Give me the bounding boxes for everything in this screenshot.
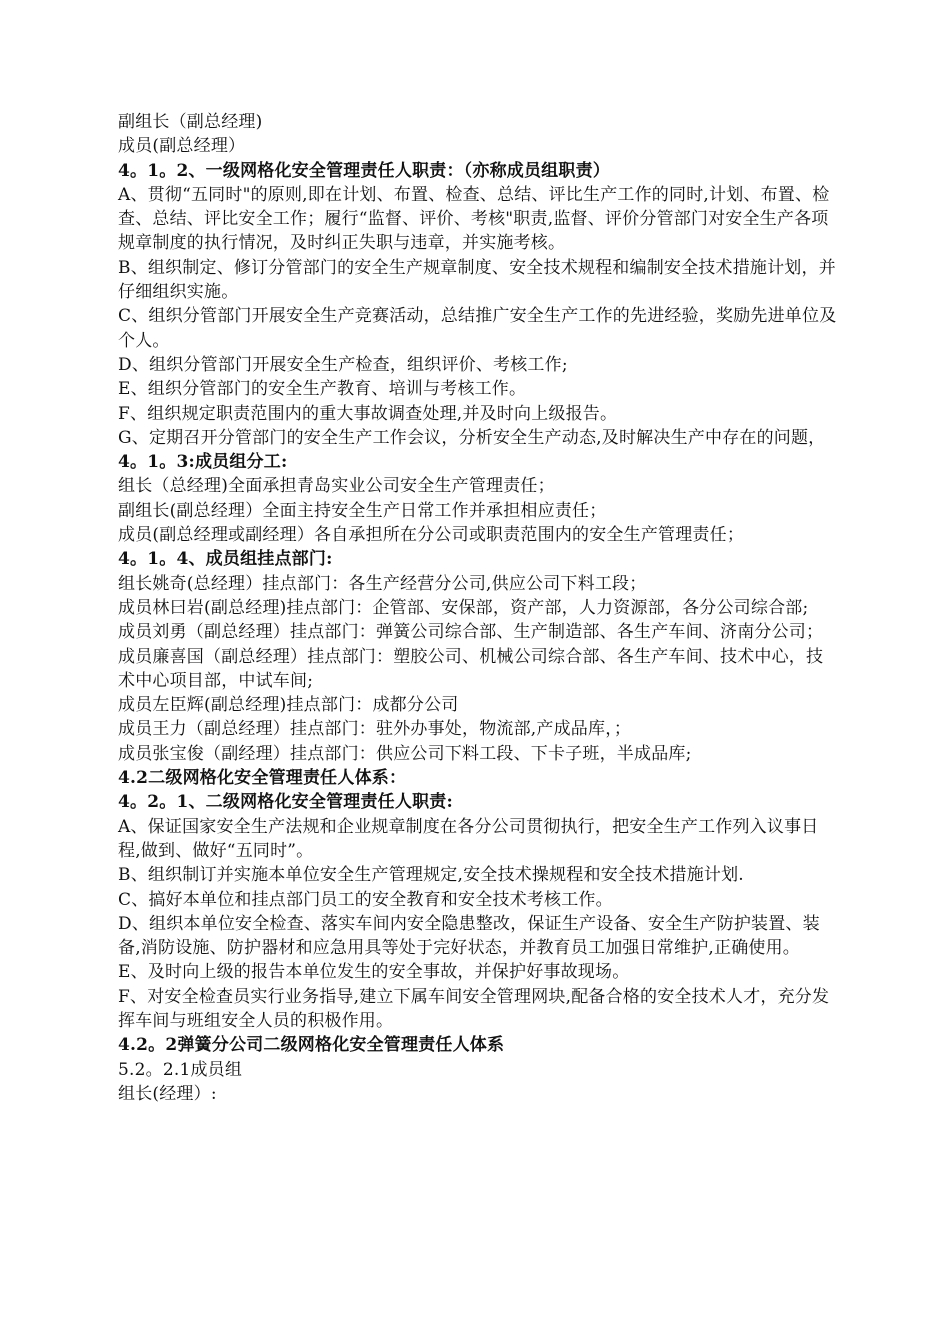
paragraph-line: F、组织规定职责范围内的重大事故调查处理,并及时向上级报告。 — [118, 403, 618, 424]
paragraph-line: F、对安全检查员实行业务指导,建立下属车间安全管理网块,配备合格的安全技术人才，充分发挥车间与班组安全人员的积极作用。 — [118, 986, 830, 1031]
paragraph-line: B、组织制定、修订分管部门的安全生产规章制度、安全技术规程和编制安全技术措施计划，并仔细组织实施。 — [118, 257, 836, 303]
paragraph-line: 成员左臣辉(副总经理)挂点部门：成都分公司 — [118, 695, 459, 716]
section-heading: 4。1。2、一级网格化安全管理责任人职责：（亦称成员组职责） — [118, 160, 610, 181]
paragraph-line: 5.2。2.1成员组 — [118, 1059, 243, 1080]
paragraph-line: 组长(经理）: — [118, 1083, 217, 1104]
paragraph-line: G、定期召开分管部门的安全生产工作会议，分析安全生产动态,及时解决生产中存在的问题， — [118, 427, 826, 448]
paragraph-line: 成员廉喜国（副总经理）挂点部门：塑胶公司、机械公司综合部、各生产车间、技术中心，技术中心项目部，中试车间; — [118, 646, 824, 691]
paragraph-line: 副组长（副总经理) — [118, 112, 263, 132]
paragraph-line: A、贯彻“五同时"的原则,即在计划、布置、检查、总结、评比生产工作的同时,计划、布置、检查、总结、评比安全工作；履行“监督、评价、考核"职责,监督、评价分管部门对安全生产各项规章制度的执行情况，及时纠正失职与违章，并实施考核。 — [118, 184, 830, 254]
section-heading: 4.2二级网格化安全管理责任人体系： — [118, 768, 407, 789]
paragraph-line: 成员王力（副总经理）挂点部门：驻外办事处，物流部,产成品库，； — [118, 719, 632, 740]
paragraph-line: E、组织分管部门的安全生产教育、培训与考核工作。 — [118, 379, 527, 400]
paragraph-line: E、及时向上级的报告本单位发生的安全事故，并保护好事故现场。 — [118, 962, 630, 983]
paragraph-line: 成员(副总经理或副经理）各自承担所在分公司或职责范围内的安全生产管理责任； — [118, 525, 745, 546]
section-heading: 4。2。1、二级网格化安全管理责任人职责: — [118, 792, 453, 813]
section-heading: 4。1。4、成员组挂点部门: — [118, 549, 333, 570]
paragraph-line: 成员刘勇（副总经理）挂点部门：弹簧公司综合部、生产制造部、各生产车间、济南分公司； — [118, 622, 824, 643]
section-heading: 4.2。2弹簧分公司二级网格化安全管理责任人体系 — [118, 1035, 505, 1056]
paragraph-line: A、保证国家安全生产法规和企业规章制度在各分公司贯彻执行，把安全生产工作列入议事日程,做到、做好“五同时”。 — [118, 816, 819, 861]
paragraph-line: D、组织分管部门开展安全生产检查，组织评价、考核工作; — [118, 354, 568, 375]
paragraph-line: 组长姚奇(总经理）挂点部门：各生产经营分公司,供应公司下料工段； — [118, 573, 647, 594]
paragraph-line: 成员林曰岩(副总经理)挂点部门：企管部、安保部，资产部，人力资源部，各分公司综合部; — [118, 597, 809, 618]
document-page — [118, 110, 838, 1106]
section-heading: 4。1。3:成员组分工: — [118, 452, 288, 473]
paragraph-line: C、组织分管部门开展安全生产竞赛活动，总结推广安全生产工作的先进经验，奖励先进单位及个人。 — [118, 306, 837, 351]
paragraph-line: B、组织制订并实施本单位安全生产管理规定,安全技术操规程和安全技术措施计划. — [118, 865, 744, 886]
paragraph-line: 副组长(副总经理）全面主持安全生产日常工作并承担相应责任； — [118, 500, 607, 521]
paragraph-line: D、组织本单位安全检查、落实车间内安全隐患整改，保证生产设备、安全生产防护装置、装备,消防设施、防护器材和应急用具等处于完好状态，并教育员工加强日常维护,正确使用。 — [118, 913, 820, 959]
paragraph-line: 成员(副总经理） — [118, 136, 246, 157]
paragraph-line: 成员张宝俊（副经理）挂点部门：供应公司下料工段、下卡子班，半成品库; — [118, 743, 692, 764]
paragraph-line: C、搞好本单位和挂点部门员工的安全教育和安全技术考核工作。 — [118, 889, 613, 910]
paragraph-line: 组长（总经理)全面承担青岛实业公司安全生产管理责任； — [118, 476, 555, 497]
